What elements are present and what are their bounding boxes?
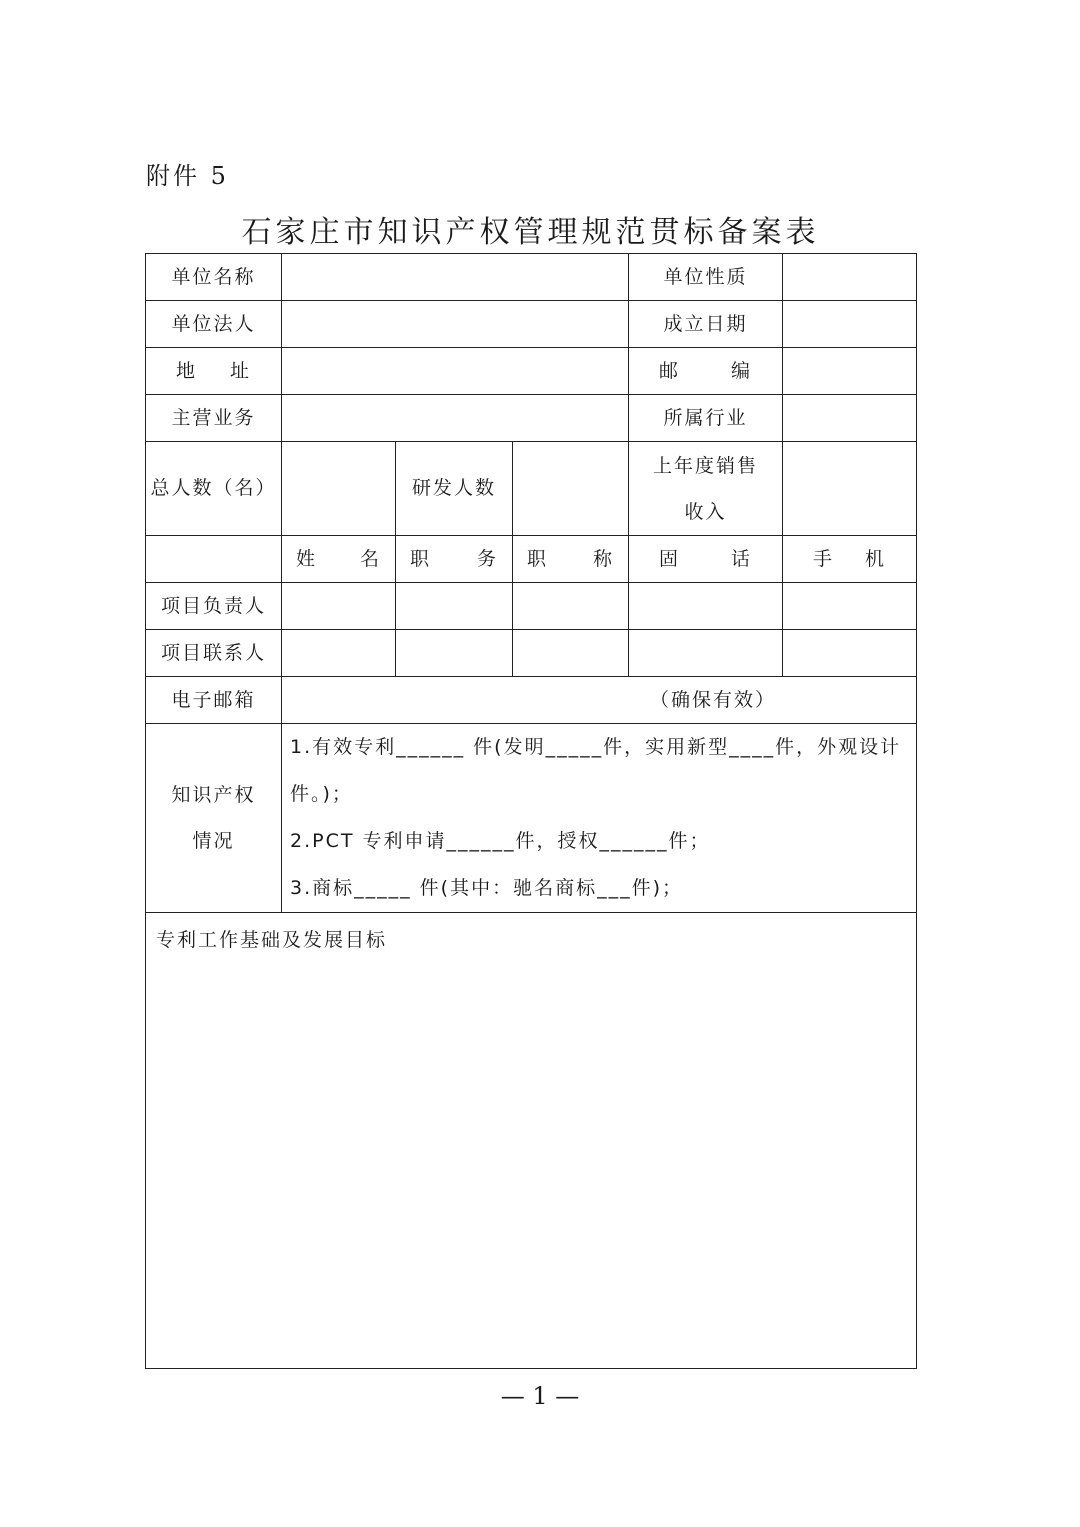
postcode-field[interactable] xyxy=(783,348,917,395)
row-contact-headers xyxy=(146,536,917,583)
project-contact-label: 项目联系人 xyxy=(146,630,282,677)
total-staff-label: 总人数（名） xyxy=(146,442,282,536)
header-mobile: 手 机 xyxy=(783,536,917,583)
row-unit-name xyxy=(146,254,917,301)
ip-line-3: 2.PCT 专利申请______件，授权______件； xyxy=(290,830,711,852)
last-year-sales-line-1: 上年度销售 xyxy=(653,454,759,477)
header-position: 职 务 xyxy=(396,536,513,583)
address-label-char-2: 址 xyxy=(229,359,251,382)
established-date-field[interactable] xyxy=(783,301,917,348)
main-business-label: 主营业务 xyxy=(146,395,282,442)
header-title: 职 称 xyxy=(513,536,629,583)
main-business-field[interactable] xyxy=(282,395,629,442)
ip-status-label-line-2: 情况 xyxy=(192,830,235,852)
last-year-sales-line-2: 收入 xyxy=(684,500,727,523)
project-contact-mobile-field[interactable] xyxy=(783,630,917,677)
ip-status-label-line-1: 知识产权 xyxy=(171,784,256,806)
postcode-label-char-1: 邮 xyxy=(659,359,681,382)
last-year-sales-field[interactable] xyxy=(783,442,917,536)
row-legal-person xyxy=(146,301,917,348)
project-contact-name-field[interactable] xyxy=(282,630,396,677)
project-contact-landline-field[interactable] xyxy=(629,630,783,677)
row-staff xyxy=(146,442,917,536)
project-contact-position-field[interactable] xyxy=(396,630,513,677)
unit-name-field[interactable] xyxy=(282,254,629,301)
row-ip-status xyxy=(146,724,917,913)
row-patent-basis xyxy=(146,913,917,1369)
industry-label: 所属行业 xyxy=(629,395,783,442)
postcode-label-char-2: 编 xyxy=(731,359,753,382)
header-landline: 固 话 xyxy=(629,536,783,583)
registration-form-table xyxy=(145,253,917,1369)
industry-field[interactable] xyxy=(783,395,917,442)
total-staff-field[interactable] xyxy=(282,442,396,536)
unit-name-label: 单位名称 xyxy=(146,254,282,301)
unit-nature-field[interactable] xyxy=(783,254,917,301)
project-leader-position-field[interactable] xyxy=(396,583,513,630)
project-leader-mobile-field[interactable] xyxy=(783,583,917,630)
attachment-label: 附件 5 xyxy=(146,162,229,190)
contact-header-blank xyxy=(146,536,282,583)
established-date-label: 成立日期 xyxy=(629,301,783,348)
rd-staff-label: 研发人数 xyxy=(396,442,513,536)
document-title: 石家庄市知识产权管理规范贯标备案表 xyxy=(241,215,820,250)
email-field[interactable]: （确保有效） xyxy=(282,677,917,724)
row-project-contact xyxy=(146,630,917,677)
legal-person-label: 单位法人 xyxy=(146,301,282,348)
ip-line-4: 3.商标_____ 件(其中：驰名商标___件)； xyxy=(290,877,683,899)
row-main-business xyxy=(146,395,917,442)
page-number: — 1 — xyxy=(500,1382,580,1410)
project-leader-label: 项目负责人 xyxy=(146,583,282,630)
email-label: 电子邮箱 xyxy=(146,677,282,724)
legal-person-field[interactable] xyxy=(282,301,629,348)
address-label xyxy=(146,348,282,395)
patent-basis-label: 专利工作基础及发展目标 xyxy=(156,929,388,951)
header-name: 姓 名 xyxy=(282,536,396,583)
address-field[interactable] xyxy=(282,348,629,395)
rd-staff-field[interactable] xyxy=(513,442,629,536)
project-leader-title-field[interactable] xyxy=(513,583,629,630)
row-email xyxy=(146,677,917,724)
row-address xyxy=(146,348,917,395)
project-contact-title-field[interactable] xyxy=(513,630,629,677)
postcode-label xyxy=(629,348,783,395)
row-project-leader xyxy=(146,583,917,630)
ip-status-field[interactable] xyxy=(282,724,917,913)
project-leader-landline-field[interactable] xyxy=(629,583,783,630)
project-leader-name-field[interactable] xyxy=(282,583,396,630)
ip-status-label xyxy=(146,724,282,913)
ip-line-1: 1.有效专利______ 件(发明_____件，实用新型____件，外观设计 xyxy=(290,736,902,758)
address-label-char-1: 地 xyxy=(176,359,198,382)
last-year-sales-label xyxy=(629,442,783,536)
ip-line-2: 件。)； xyxy=(290,783,353,805)
unit-nature-label: 单位性质 xyxy=(629,254,783,301)
patent-basis-field[interactable] xyxy=(146,913,917,1369)
